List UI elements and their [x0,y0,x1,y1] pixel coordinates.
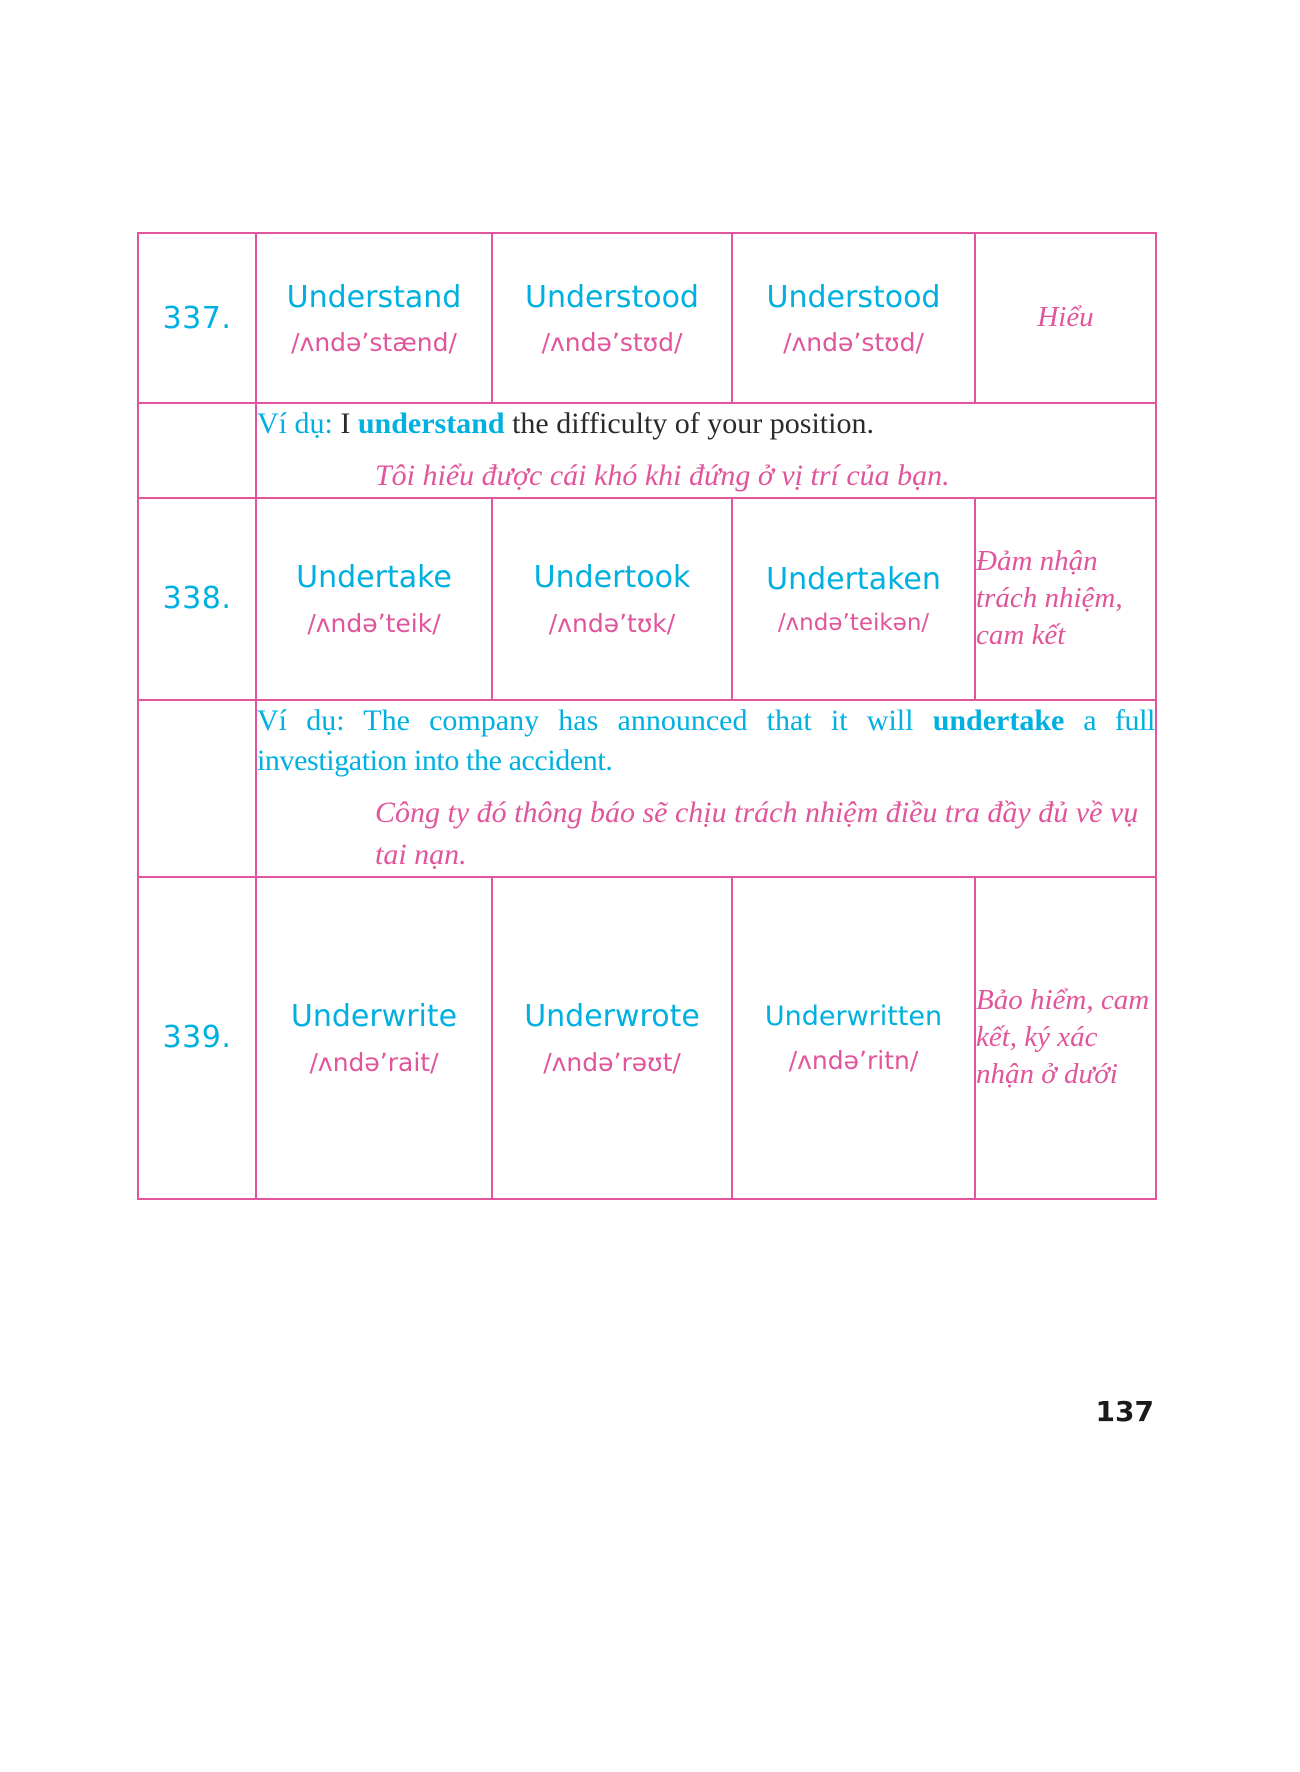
example-row [138,700,1156,877]
example-spacer-cell [138,403,256,498]
verb-base-cell [256,233,492,403]
verb-participle-ipa: /ʌndəʼritn/ [788,1045,919,1075]
example-english-before: The company has announced that it will [344,703,933,737]
verb-meaning: Bảo hiểm, cam kết, ký xác nhận ở dưới [975,877,1156,1199]
verb-past-cell [492,877,732,1199]
verb-participle-ipa: /ʌndəʼstʊd/ [783,328,924,358]
verb-base-ipa: /ʌndəʼteik/ [307,608,441,638]
verb-participle: Understood [766,279,941,315]
example-label: Ví dụ: [257,703,345,737]
table-row [138,498,1156,700]
example-english [257,701,1155,782]
verb-base: Underwrite [290,999,458,1035]
verb-base: Undertake [296,560,452,596]
row-index: 339. [138,877,256,1199]
example-english-before: I [332,407,358,440]
verb-meaning: Hiểu [975,233,1156,403]
verb-past: Underwrote [524,999,700,1035]
example-vietnamese: Công ty đó thông báo sẽ chịu trách nhiệm điều tra đầy đủ về vụ tai nạn. [375,795,1139,871]
verb-past-cell [492,498,732,700]
verb-base: Understand [286,279,462,315]
verb-past-cell [492,233,732,403]
example-english-keyword: undertake [932,703,1065,737]
verb-participle-cell [732,233,975,403]
verb-base-ipa: /ʌndəʼrait/ [309,1047,439,1077]
verb-participle-cell [732,498,975,700]
example-english [257,404,1155,445]
verb-past-ipa: /ʌndəʼrəʊt/ [543,1047,681,1077]
row-index: 337. [138,233,256,403]
page-number: 137 [1095,1395,1154,1428]
example-english-after: the difficulty of your position. [504,407,874,440]
verb-participle-ipa: /ʌndəʼteikən/ [777,610,930,637]
example-cell [256,700,1156,877]
verb-participle: Underwritten [764,1001,943,1033]
verb-base-cell [256,877,492,1199]
row-index: 338. [138,498,256,700]
verb-meaning: Đảm nhận trách nhiệm, cam kết [975,498,1156,700]
verb-base-cell [256,498,492,700]
table-row [138,233,1156,403]
verb-past: Understood [525,279,699,315]
example-english-keyword: understand [357,407,505,440]
example-vietnamese: Tôi hiểu được cái khó khi đứng ở vị trí của bạn. [375,458,950,492]
example-row [138,403,1156,498]
verb-past-ipa: /ʌndəʼstʊd/ [541,328,683,358]
verb-participle: Undertaken [766,561,941,597]
example-english-after: a full investigation into the accident. [257,703,1155,777]
example-cell [256,403,1156,498]
verb-base-ipa: /ʌndəʼstænd/ [291,328,457,358]
verb-participle-cell [732,877,975,1199]
vocabulary-table [137,232,1157,1200]
example-spacer-cell [138,700,256,877]
verb-past-ipa: /ʌndəʼtʊk/ [548,608,676,638]
vocabulary-table-wrapper [137,232,1155,1200]
example-label: Ví dụ: [257,407,333,440]
table-row [138,877,1156,1199]
verb-past: Undertook [533,560,691,596]
